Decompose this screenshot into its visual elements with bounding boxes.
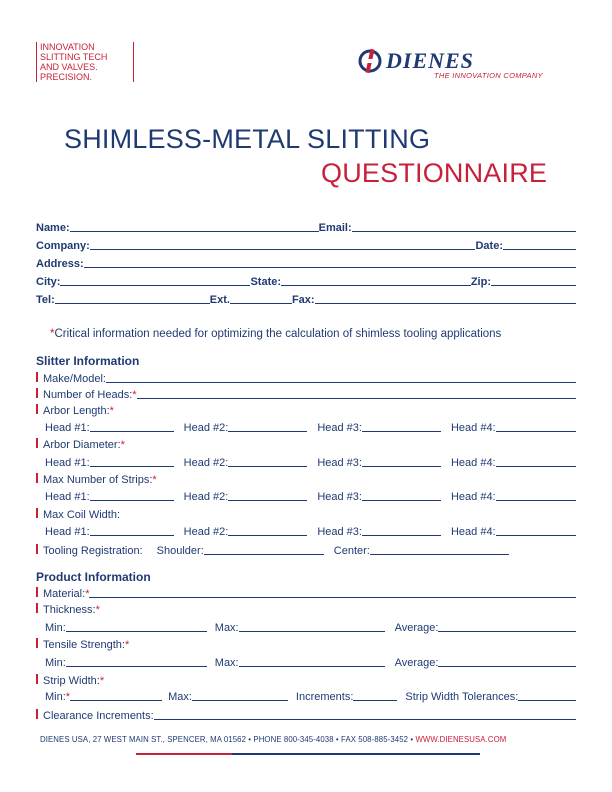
tagline-line-1: INNOVATION xyxy=(40,42,95,52)
arbor-diameter-row xyxy=(36,435,576,451)
tensile-average-field[interactable] xyxy=(438,655,576,667)
address-field[interactable] xyxy=(84,255,576,268)
head-4-label: Head #4: xyxy=(450,526,496,538)
required-bar xyxy=(36,638,38,648)
tagline-line-3: AND VALVES. xyxy=(40,62,98,72)
make-model-label: Make/Model: xyxy=(43,373,106,385)
fax-field[interactable] xyxy=(315,291,576,304)
ext-label: Ext. xyxy=(209,294,230,306)
city-field[interactable] xyxy=(60,273,250,286)
critical-note-text: Critical information needed for optimizing the calculation of shimless tooling applications xyxy=(54,328,502,340)
required-bar xyxy=(36,544,38,554)
contact-row-tel xyxy=(36,288,576,306)
max-coil-width-row xyxy=(36,505,576,521)
shoulder-label: Shoulder: xyxy=(156,545,204,557)
arbor-diameter-head-2-field[interactable] xyxy=(228,455,307,467)
head-2-label: Head #2: xyxy=(183,491,229,503)
tensile-min-field[interactable] xyxy=(66,655,207,667)
tagline xyxy=(36,42,134,82)
slitter-section-heading: Slitter Information xyxy=(36,354,140,368)
number-of-heads-label: Number of Heads: xyxy=(43,389,133,401)
head-2-label: Head #2: xyxy=(183,457,229,469)
thickness-min-field[interactable] xyxy=(66,620,207,632)
arbor-diameter-heads-row xyxy=(36,453,576,469)
arbor-length-head-4-field[interactable] xyxy=(496,420,576,432)
max-coil-width-head-3-field[interactable] xyxy=(362,524,441,536)
head-4-label: Head #4: xyxy=(450,491,496,503)
head-1-label: Head #1: xyxy=(45,422,90,434)
required-star: * xyxy=(109,405,114,417)
zip-field[interactable] xyxy=(491,273,576,286)
company-label: Company: xyxy=(36,240,90,252)
required-star: * xyxy=(95,604,100,616)
max-strips-label: Max Number of Strips: xyxy=(43,474,153,486)
state-label: State: xyxy=(250,276,282,288)
max-label: Max: xyxy=(168,691,192,703)
ext-field[interactable] xyxy=(230,291,292,304)
max-strips-head-1-field[interactable] xyxy=(90,489,174,501)
company-field[interactable] xyxy=(90,237,476,250)
name-label: Name: xyxy=(36,222,70,234)
strip-width-values-row xyxy=(36,687,576,703)
strip-width-tolerances-field[interactable] xyxy=(518,689,576,701)
head-1-label: Head #1: xyxy=(45,457,90,469)
page-subtitle: QUESTIONNAIRE xyxy=(321,158,548,188)
min-label: Min: xyxy=(45,657,66,669)
max-coil-width-label: Max Coil Width: xyxy=(43,509,121,521)
head-3-label: Head #3: xyxy=(317,491,362,503)
name-field[interactable] xyxy=(70,219,319,232)
arbor-length-head-1-field[interactable] xyxy=(90,420,174,432)
number-of-heads-field[interactable] xyxy=(137,387,576,399)
required-star: * xyxy=(152,474,157,486)
footer-accent-navy xyxy=(232,753,480,755)
required-star: * xyxy=(99,675,105,687)
max-strips-heads-row xyxy=(36,487,576,503)
tagline-line-2: SLITTING TECH xyxy=(40,52,108,62)
required-bar xyxy=(36,438,38,448)
critical-note xyxy=(50,328,501,340)
strip-width-min-field[interactable] xyxy=(70,689,162,701)
max-coil-width-head-2-field[interactable] xyxy=(228,524,307,536)
strip-width-increments-field[interactable] xyxy=(353,689,397,701)
date-field[interactable] xyxy=(503,237,576,250)
tooling-registration-label: Tooling Registration: xyxy=(43,545,143,557)
min-label: Min: xyxy=(45,691,66,703)
required-bar xyxy=(36,674,38,684)
tel-field[interactable] xyxy=(55,291,210,304)
shoulder-field[interactable] xyxy=(204,543,324,555)
head-3-label: Head #3: xyxy=(317,526,362,538)
make-model-row xyxy=(36,369,576,385)
footer-address: DIENES USA, 27 WEST MAIN ST., SPENCER, MA 01562 • PHONE 800-345-4038 • FAX 508-885-3452 • xyxy=(40,735,416,744)
head-1-label: Head #1: xyxy=(45,526,90,538)
material-field[interactable] xyxy=(89,586,576,598)
required-bar xyxy=(36,587,38,597)
state-field[interactable] xyxy=(281,273,471,286)
required-star: * xyxy=(132,389,137,401)
center-field[interactable] xyxy=(370,543,509,555)
zip-label: Zip: xyxy=(470,276,491,288)
arbor-diameter-head-4-field[interactable] xyxy=(496,455,576,467)
dienes-logo-icon xyxy=(358,48,382,79)
contact-row-address xyxy=(36,252,576,270)
material-label: Material: xyxy=(43,588,86,600)
arbor-diameter-head-3-field[interactable] xyxy=(362,455,441,467)
arbor-diameter-label: Arbor Diameter: xyxy=(43,439,121,451)
tagline-line-4: PRECISION. xyxy=(40,72,93,82)
thickness-row xyxy=(36,600,576,616)
max-strips-head-3-field[interactable] xyxy=(362,489,441,501)
email-field[interactable] xyxy=(352,219,576,232)
number-of-heads-row xyxy=(36,385,576,401)
footer xyxy=(40,735,506,744)
arbor-length-heads-row xyxy=(36,418,576,434)
arbor-diameter-head-1-field[interactable] xyxy=(90,455,174,467)
arbor-length-head-2-field[interactable] xyxy=(228,420,307,432)
required-bar xyxy=(36,404,38,414)
tensile-max-field[interactable] xyxy=(239,655,385,667)
contact-row-company xyxy=(36,234,576,252)
address-label: Address: xyxy=(36,258,84,270)
make-model-field[interactable] xyxy=(106,371,576,383)
arbor-length-label: Arbor Length: xyxy=(43,405,110,417)
max-coil-width-heads-row xyxy=(36,522,576,538)
contact-row-city xyxy=(36,270,576,288)
head-2-label: Head #2: xyxy=(183,422,229,434)
average-label: Average: xyxy=(394,622,439,634)
required-bar xyxy=(36,372,38,382)
required-bar xyxy=(36,603,38,613)
thickness-max-field[interactable] xyxy=(239,620,385,632)
strip-width-row xyxy=(36,671,576,687)
average-label: Average: xyxy=(394,657,439,669)
head-1-label: Head #1: xyxy=(45,491,90,503)
thickness-average-field[interactable] xyxy=(438,620,576,632)
required-star: * xyxy=(65,691,71,703)
arbor-length-head-3-field[interactable] xyxy=(362,420,441,432)
clearance-increments-row xyxy=(36,706,576,722)
tooling-registration-row xyxy=(36,541,576,557)
head-3-label: Head #3: xyxy=(317,457,362,469)
footer-website-link[interactable]: WWW.DIENESUSA.COM xyxy=(415,735,507,744)
thickness-values-row xyxy=(36,618,576,634)
clearance-increments-field[interactable] xyxy=(154,708,576,720)
city-label: City: xyxy=(36,276,61,288)
required-bar xyxy=(36,473,38,483)
tensile-values-row xyxy=(36,653,576,669)
tensile-strength-label: Tensile Strength: xyxy=(43,639,125,651)
clearance-increments-label: Clearance Increments: xyxy=(43,710,154,722)
required-mark: * xyxy=(50,328,55,340)
fax-label: Fax: xyxy=(291,294,315,306)
arbor-length-row xyxy=(36,401,576,417)
required-star: * xyxy=(120,439,125,451)
material-row xyxy=(36,584,576,600)
required-star: * xyxy=(124,639,130,651)
max-strips-head-2-field[interactable] xyxy=(228,489,307,501)
max-label: Max: xyxy=(214,657,239,669)
max-label: Max: xyxy=(214,622,239,634)
strip-width-max-field[interactable] xyxy=(192,689,288,701)
head-3-label: Head #3: xyxy=(317,422,362,434)
head-4-label: Head #4: xyxy=(450,422,496,434)
product-section-heading: Product Information xyxy=(36,570,151,584)
date-label: Date: xyxy=(475,240,503,252)
increments-label: Increments: xyxy=(295,691,354,703)
max-strips-head-4-field[interactable] xyxy=(496,489,576,501)
strip-width-label: Strip Width: xyxy=(43,675,100,687)
required-bar xyxy=(36,508,38,518)
required-bar xyxy=(36,709,38,719)
required-bar xyxy=(36,388,38,398)
contact-row-name xyxy=(36,216,576,234)
page-title: SHIMLESS-METAL SLITTING xyxy=(64,124,431,154)
max-strips-row xyxy=(36,470,576,486)
thickness-label: Thickness: xyxy=(43,604,96,616)
logo-wordmark: DIENES xyxy=(386,48,474,73)
center-label: Center: xyxy=(333,545,370,557)
email-label: Email: xyxy=(318,222,352,234)
footer-accent-red xyxy=(136,753,232,755)
required-star: * xyxy=(85,588,90,600)
tensile-strength-row xyxy=(36,635,576,651)
head-2-label: Head #2: xyxy=(183,526,229,538)
max-coil-width-head-1-field[interactable] xyxy=(90,524,174,536)
min-label: Min: xyxy=(45,622,66,634)
logo-subtitle: THE INNOVATION COMPANY xyxy=(434,71,543,80)
tel-label: Tel: xyxy=(36,294,55,306)
head-4-label: Head #4: xyxy=(450,457,496,469)
max-coil-width-head-4-field[interactable] xyxy=(496,524,576,536)
strip-width-tolerances-label: Strip Width Tolerances: xyxy=(405,691,519,703)
